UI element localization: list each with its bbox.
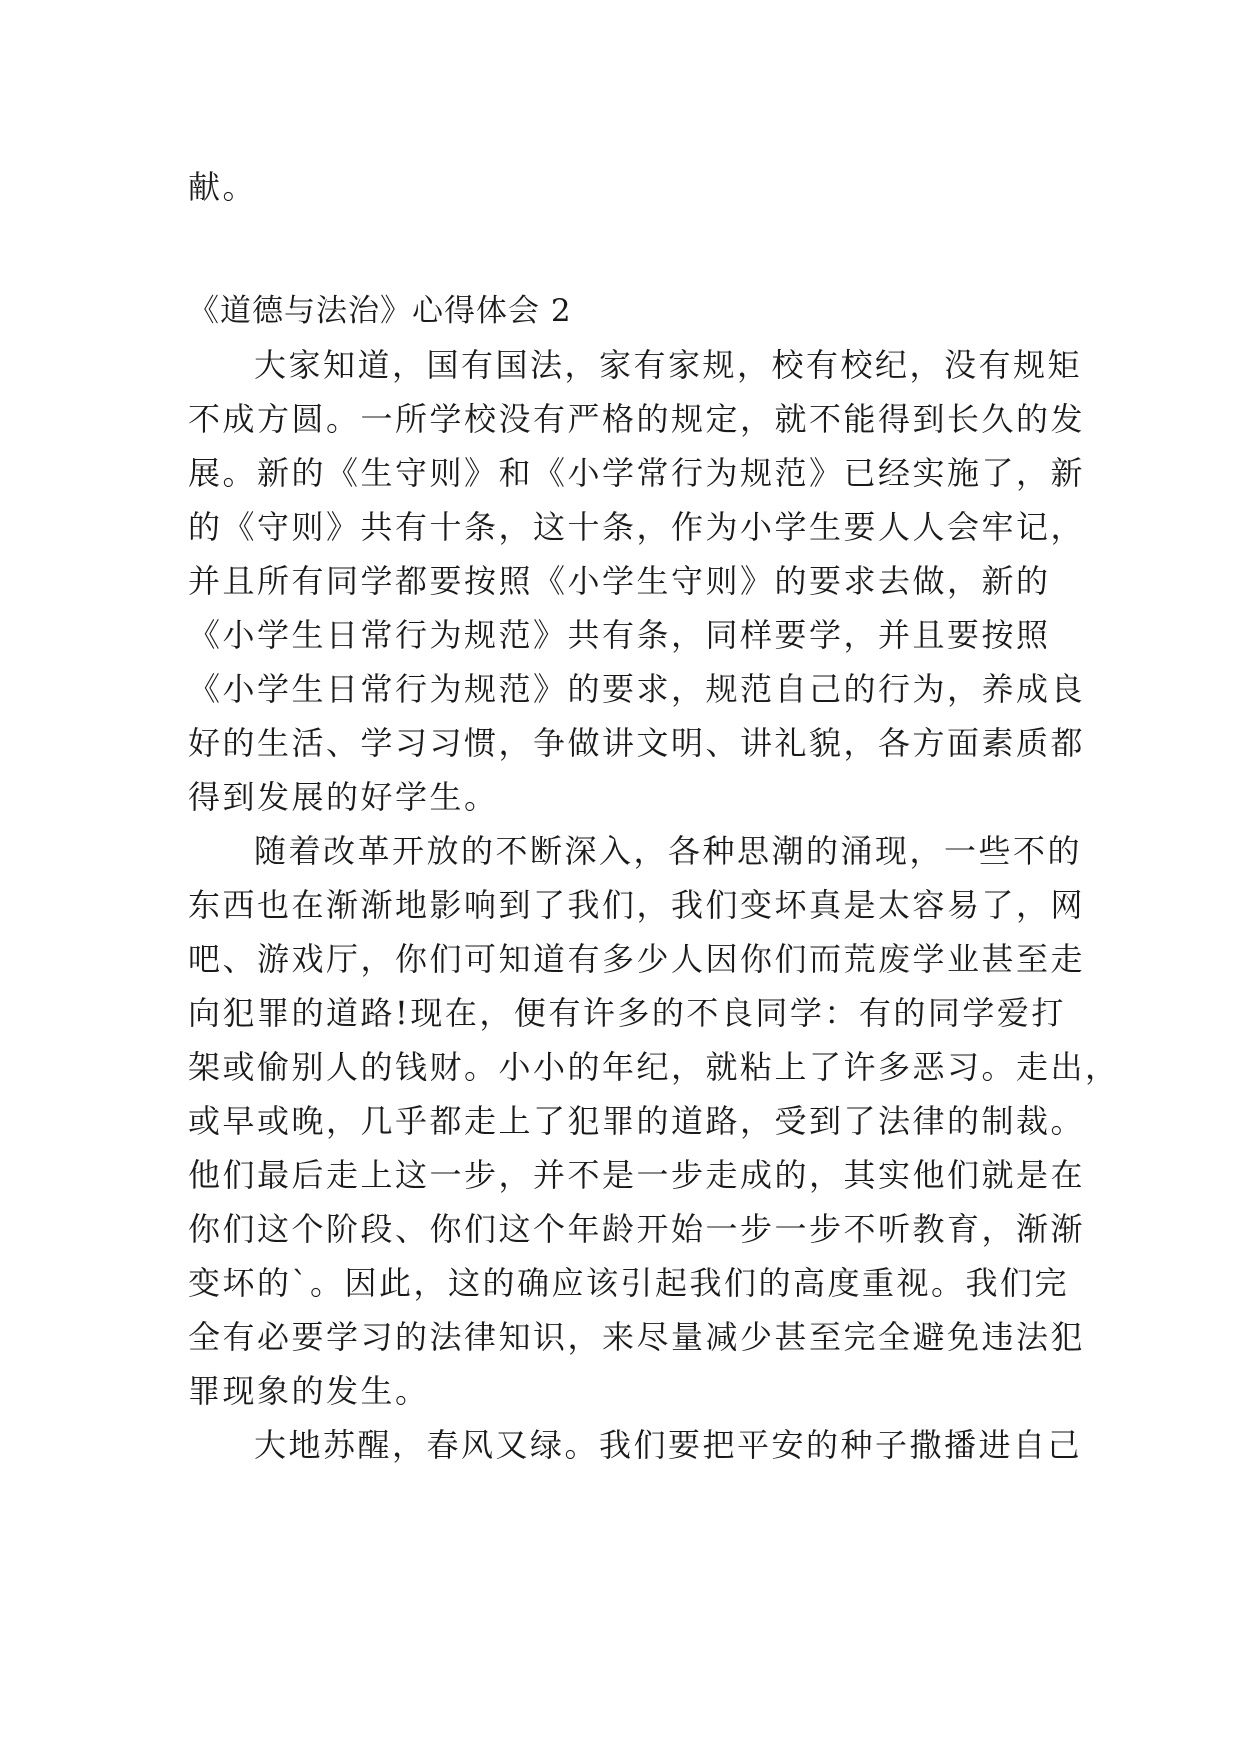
paragraph-line: 大地苏醒，春风又绿。我们要把平安的种子撒播进自己: [254, 1426, 1083, 1464]
continuation-text: 献。: [188, 168, 258, 206]
paragraph-line: 《小学生日常行为规范》共有条，同样要学，并且要按照: [188, 616, 1051, 654]
paragraph-line: 并且所有同学都要按照《小学生守则》的要求去做，新的: [188, 562, 1051, 600]
document-page: [188, 160, 1120, 1472]
section-title: 《道德与法治》心得体会 2: [188, 293, 572, 329]
paragraph-line: 得到发展的好学生。: [188, 778, 499, 816]
paragraph-line: 或早或晚，几乎都走上了犯罪的道路，受到了法律的制裁。: [188, 1102, 1086, 1140]
paragraph-line: 架或偷别人的钱财。小小的年纪，就粘上了许多恶习。走出，: [188, 1048, 1120, 1086]
paragraph-line: 的《守则》共有十条，这十条，作为小学生要人人会牢记，: [188, 508, 1086, 546]
paragraph-2: [188, 824, 1120, 1418]
paragraph-1: [188, 338, 1086, 824]
paragraph-line: 东西也在渐渐地影响到了我们，我们变坏真是太容易了，网: [188, 886, 1086, 924]
paragraph-line: 你们这个阶段、你们这个年龄开始一步一步不听教育，渐渐: [188, 1210, 1086, 1248]
paragraph-line: 大家知道，国有国法，家有家规，校有校纪，没有规矩: [254, 346, 1083, 384]
paragraph-line: 罪现象的发生。: [188, 1372, 430, 1410]
paragraph-line: 向犯罪的道路!现在，便有许多的不良同学：有的同学爱打: [188, 994, 1066, 1032]
paragraph-line: 全有必要学习的法律知识，来尽量减少甚至完全避免违法犯: [188, 1318, 1086, 1356]
paragraph-line: 《小学生日常行为规范》的要求，规范自己的行为，养成良: [188, 670, 1086, 708]
paragraph-line: 随着改革开放的不断深入，各种思潮的涌现，一些不的: [254, 832, 1083, 870]
paragraph-line: 不成方圆。一所学校没有严格的规定，就不能得到长久的发: [188, 400, 1086, 438]
paragraph-line: 展。新的《生守则》和《小学常行为规范》已经实施了，新: [188, 454, 1086, 492]
paragraph-line: 吧、游戏厅，你们可知道有多少人因你们而荒废学业甚至走: [188, 940, 1086, 978]
paragraph-line: 变坏的`。因此，这的确应该引起我们的高度重视。我们完: [188, 1264, 1070, 1302]
paragraph-3: [188, 1418, 1083, 1472]
paragraph-line: 他们最后走上这一步，并不是一步走成的，其实他们就是在: [188, 1156, 1086, 1194]
paragraph-line: 好的生活、学习习惯，争做讲文明、讲礼貌，各方面素质都: [188, 724, 1086, 762]
